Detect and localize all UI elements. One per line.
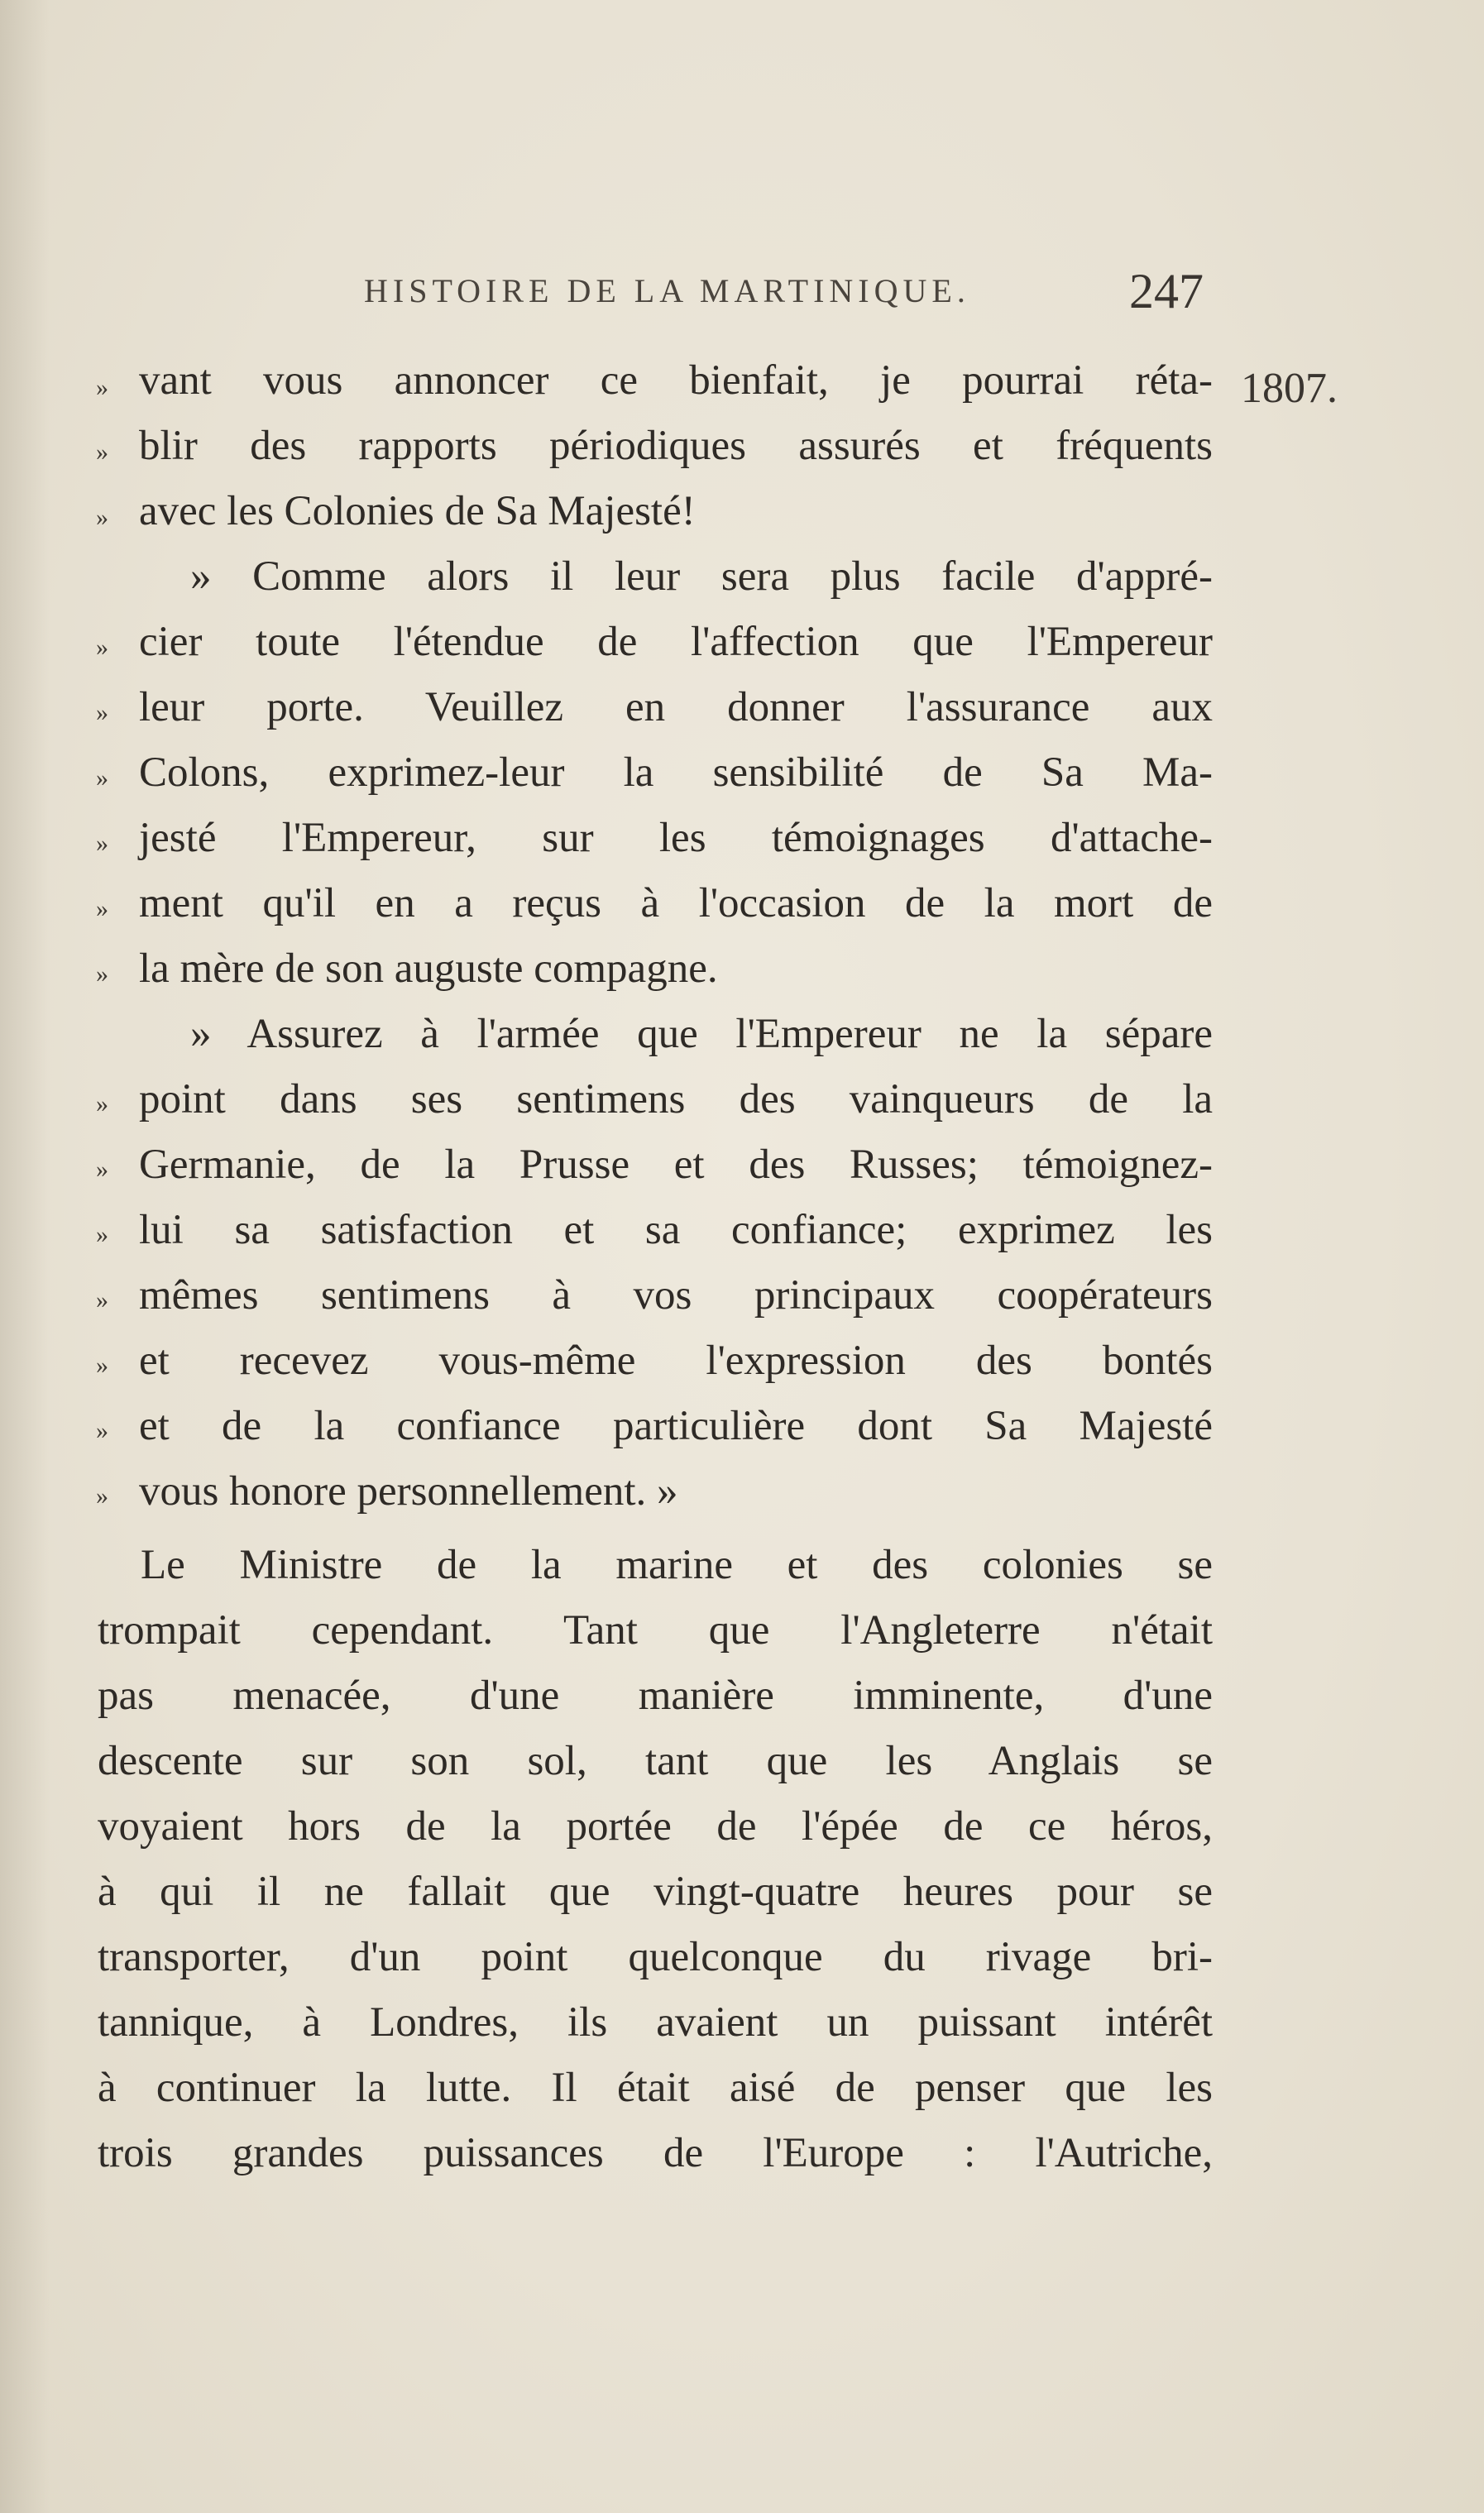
running-head: HISTOIRE DE LA MARTINIQUE. (364, 272, 970, 309)
quote-mark: » (96, 1286, 108, 1314)
text-line: avec les Colonies de Sa Majesté! (139, 488, 696, 534)
text-line: la mère de son auguste compagne. (139, 945, 718, 992)
text-line: ment qu'il en a reçus à l'occasion de la mort de (139, 880, 1213, 926)
text-line: mêmes sentimens à vos principaux coopérateurs (139, 1272, 1213, 1319)
quote-mark: » (96, 1352, 108, 1379)
quote-mark: » (96, 504, 108, 531)
quote-mark: » (96, 1482, 108, 1510)
spine-shadow (0, 0, 50, 2513)
text-line: descente sur son sol, tant que les Anglais se (98, 1738, 1213, 1784)
text-line: cier toute l'étendue de l'affection que l'Empereur (139, 619, 1213, 665)
text-line: trompait cependant. Tant que l'Angleterre n'était (98, 1607, 1213, 1654)
quote-mark: » (96, 374, 108, 401)
quote-mark: » (96, 764, 108, 792)
text-line: et recevez vous-même l'expression des bontés (139, 1338, 1213, 1384)
text-line: à qui il ne fallait que vingt-quatre heures pour se (98, 1869, 1213, 1915)
text-line: transporter, d'un point quelconque du rivage bri- (98, 1934, 1213, 1980)
text-line: tannique, à Londres, ils avaient un puissant intérêt (98, 1999, 1213, 2046)
text-line: Germanie, de la Prusse et des Russes; témoignez- (139, 1142, 1213, 1188)
text-line: vous honore personnellement. » (139, 1468, 678, 1515)
text-line: point dans ses sentimens des vainqueurs de la (139, 1076, 1213, 1122)
quote-mark: » (96, 1417, 108, 1444)
text-line: à continuer la lutte. Il était aisé de penser que les (98, 2065, 1213, 2111)
quote-mark: » (96, 438, 108, 466)
text-line: trois grandes puissances de l'Europe : l'Autriche, (98, 2130, 1213, 2176)
text-line: » Comme alors il leur sera plus facile d'appré- (190, 553, 1213, 600)
quote-mark: » (96, 1156, 108, 1183)
text-line: blir des rapports périodiques assurés et fréquents (139, 423, 1213, 469)
page-number: 247 (1129, 264, 1204, 318)
quote-mark: » (96, 1090, 108, 1118)
text-line: lui sa satisfaction et sa confiance; exprimez les (139, 1207, 1213, 1253)
text-line: vant vous annoncer ce bienfait, je pourrai réta- (139, 357, 1213, 404)
text-line: jesté l'Empereur, sur les témoignages d'attache- (139, 815, 1213, 861)
quote-mark: » (96, 895, 108, 922)
text-line: pas menacée, d'une manière imminente, d'une (98, 1673, 1213, 1719)
quote-mark: » (96, 960, 108, 988)
text-line: voyaient hors de la portée de l'épée de ce héros, (98, 1803, 1213, 1850)
quote-mark: » (96, 1221, 108, 1248)
quote-mark: » (96, 634, 108, 661)
text-line: Colons, exprimez-leur la sensibilité de Sa Ma- (139, 749, 1213, 796)
quote-mark: » (96, 830, 108, 857)
margin-year: 1807. (1241, 365, 1338, 412)
text-line: » Assurez à l'armée que l'Empereur ne la sépare (190, 1011, 1213, 1057)
text-line: Le Ministre de la marine et des colonies se (141, 1542, 1213, 1588)
quote-mark: » (96, 699, 108, 726)
text-line: leur porte. Veuillez en donner l'assurance aux (139, 684, 1213, 730)
text-line: et de la confiance particulière dont Sa Majesté (139, 1403, 1213, 1449)
